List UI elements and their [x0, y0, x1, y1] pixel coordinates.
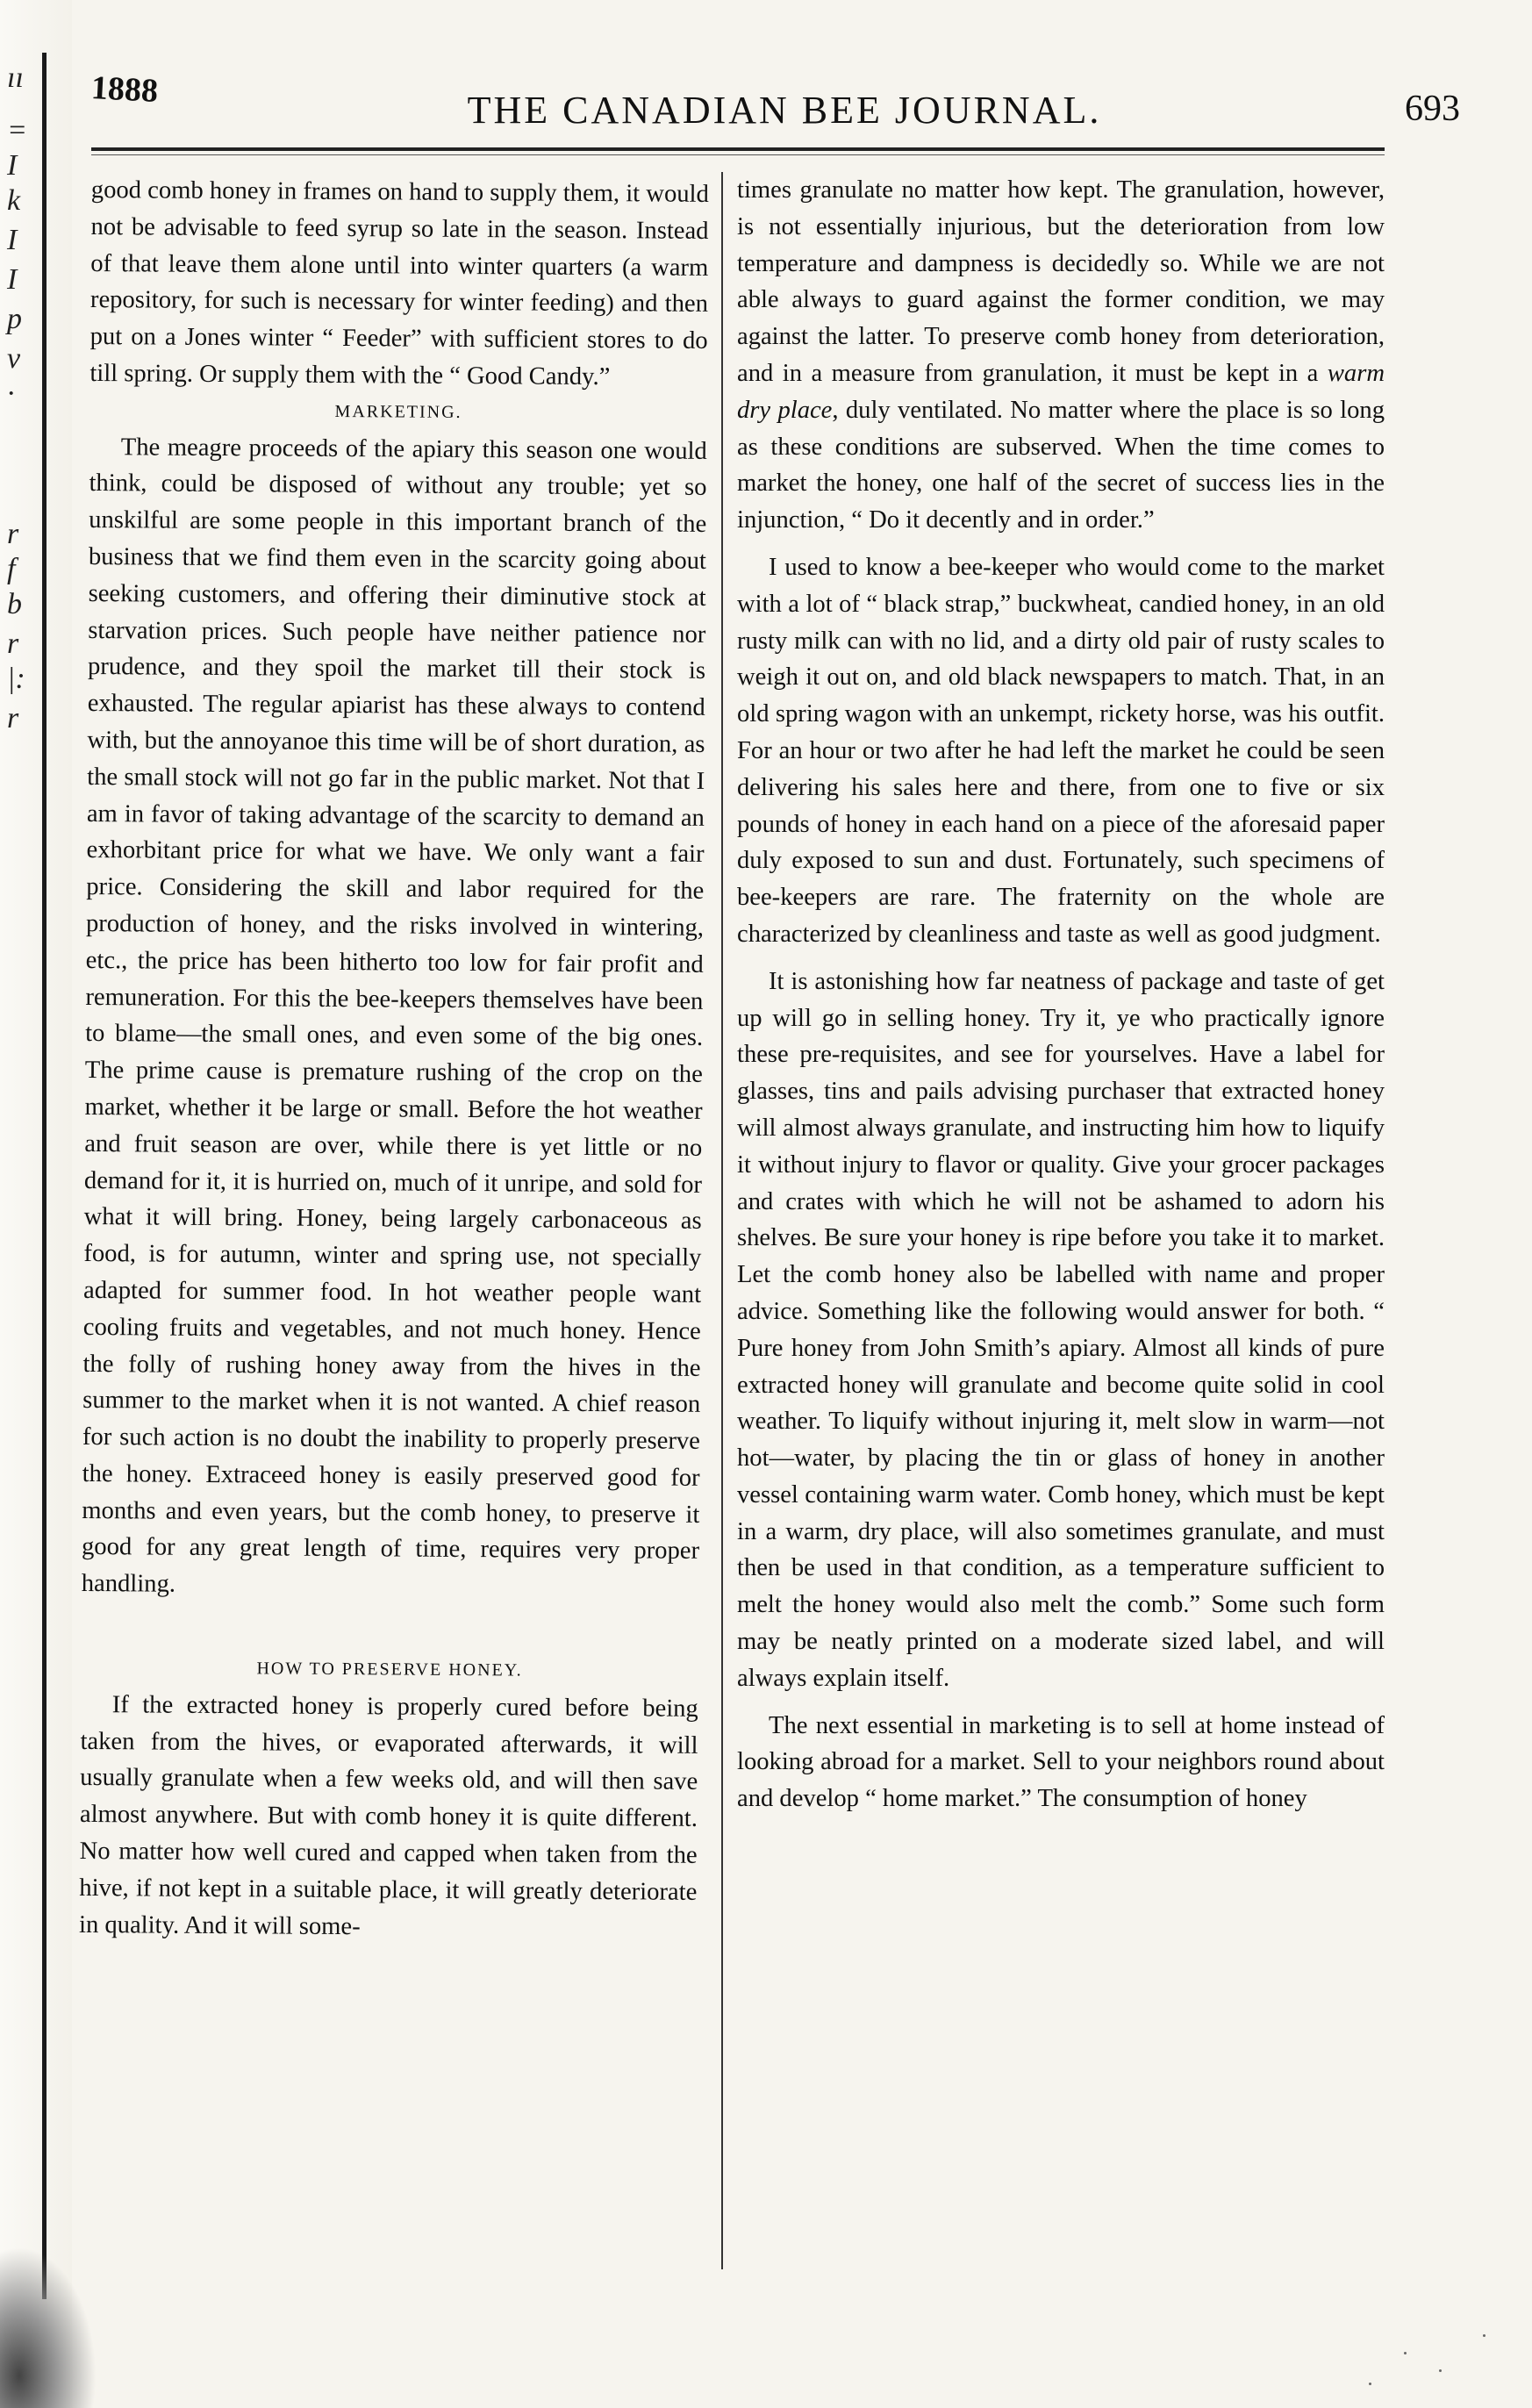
binding-mark: I	[7, 263, 18, 296]
paragraph: I used to know a bee-keeper who would come to the market with a lot of “ black strap,” buckwheat, candied honey, in an old rusty milk can with no lid, and a dirty old pair of rusty scales to weigh it out on, and old black newspapers to match. That, in an old spring wagon with an unkempt, rickety horse, was his outfit. For an hour or two after he had left the market he could be seen delivering his sales here and there, from one to five or six pounds of honey in each hand on a piece of the aforesaid paper duly exposed to sun and dust. Fortunately, such specimens of bee-keepers are rare. The fraternity on the whole are characterized by cleanliness and taste as well as good judgment.	[737, 553, 1385, 948]
binding-mark: ·	[7, 377, 15, 410]
binding-mark: I	[7, 149, 18, 182]
paragraph: It is astonishing how far neatness of package and taste of get up will go in selling honey. Try it, ye who practically ignore these pre-requisites, and see for yourselves. Have a label for glasses, tins and pails advising purchaser that extracted honey will almost always granulate, and instructing him how to liquify it without injury to flavor or quality. Give your grocer packages and crates with which he will not be ashamed to adorn his shelves. Be sure your honey is ripe before you take it to market. Let the comb honey also be labelled with name and proper advice. Something like the following would answer for both. “ Pure honey from John Smith’s apiary. Almost all kinds of pure extracted honey will granulate and become quite solid in cool weather. To liquify without injuring it, melt slow in warm—not hot—water, by placing the tin or glass of honey in another vessel containing warm water. Comb honey, which must be kept in a warm, dry place, will also sometimes granulate, and must then be used in that condition, as a temperature sufficient to melt the honey would also melt the comb.” Some such form may be neatly printed on a moderate sized label, and will always explain itself.	[737, 967, 1385, 1692]
text-run: times granulate no matter how kept. The granulation, however, is not essentially injurious, but the deterioration from low temperature and dampness is decidedly so. While we are not able always to guard against the former condition, we may against the latter. To preserve comb honey from deterioration, and in a measure from granulation, it must be kept in a	[737, 176, 1385, 387]
header-rule	[91, 147, 1385, 151]
text-run: , duly ventilated. No matter where the place is so long as these conditions are subserved. When the time comes to market the honey, one half of the secret of success lies in the injunction, “ Do it decently and in order.”	[737, 396, 1385, 534]
paragraph: good comb honey in frames on hand to supply them, it would not be advisable to feed syrup so late in the season. Instead of that leave them alone until into winter quarters (a warm repository, for such is necessary for winter feeding) and then put on a Jones winter “ Feeder” with sufficient stores to do till spring. Or supply them with the “ Good Candy.”	[89, 176, 709, 391]
binding-mark: =	[7, 114, 27, 147]
column-divider	[721, 172, 723, 2269]
binding-mark: |:	[7, 663, 25, 695]
binding-mark: p	[7, 303, 22, 335]
binding-mark: f	[7, 553, 16, 585]
binding-edge	[0, 0, 72, 2408]
paper-speck	[1483, 2334, 1485, 2337]
paper-speck	[1439, 2369, 1442, 2372]
binding-line	[42, 53, 47, 2299]
binding-mark: v	[7, 342, 21, 375]
paragraph: The meagre proceeds of the apiary this season one would think, could be disposed of without any trouble; yet so unskilful are some people in this important branch of the business that we find them even in the scarcity going about seeking customers, and offering their diminutive stock at starvation prices. Such people have neither patience nor prudence, and they spoil the market till their stock is exhausted. The regular apiarist has these always to contend with, but the annoyanoe this time will be of short duration, as the small stock will not go far in the public market. Not that I am in favor of taking advantage of the scarcity to demand an exhorbitant price for what we have. We only want a fair price. Considering the skill and labor required for the production of honey, and the risks involved in wintering, etc., the price has been hitherto too low for fair profit and remuneration. For this the bee-keepers themselves have been to blame—the small ones, and even some of the big ones. The prime cause is premature rushing of the crop on the market, whether it be large or small. Before the hot weather and fruit season are over, while there is yet little or no demand for it, it is hurried on, much of it unripe, and sold for what it will bring. Honey, being largely carbonaceous as food, is for autumn, winter and spring use, not specially adapted for summer food. In hot weather people want cooling fruits and vegetables, and not much honey. Hence the folly of rushing honey away from the hives in the summer to the market when it is not wanted. A chief reason for such action is no doubt the inability to properly preserve the honey. Extraceed honey is easily preserved good for months and even years, but the comb honey, to preserve it good for any great length of time, requires very proper handling.	[81, 433, 707, 1598]
paragraph: The next essential in marketing is to sell at home instead of looking abroad for a market. Sell to your neighbors round about and develop “ home market.” The consumption of honey	[737, 1711, 1385, 1813]
binding-mark: I	[7, 224, 18, 256]
journal-title: THE CANADIAN BEE JOURNAL.	[467, 89, 1102, 132]
section-heading-marketing: MARKETING.	[334, 401, 462, 422]
binding-mark: r	[7, 702, 19, 735]
binding-mark: r	[7, 627, 19, 660]
header-year: 1888	[89, 69, 160, 110]
binding-mark: ıı	[7, 61, 24, 94]
header-rule-thin	[91, 154, 1385, 155]
emphasis: warm dry place	[737, 359, 1385, 424]
binding-mark: b	[7, 588, 22, 620]
section-heading-preserve: HOW TO PRESERVE HONEY.	[256, 1659, 523, 1681]
right-column	[737, 172, 1385, 1817]
paper-speck	[1404, 2352, 1407, 2354]
binding-shadow	[0, 2247, 97, 2408]
paragraph: If the extracted honey is properly cured before being taken from the hives, or evaporated afterwards, it will usually granulate when a few weeks old, and will then save almost anywhere. But with comb honey it is quite different. No matter how well cured and capped when taken from the hive, if not kept in a suitable place, it will greatly deteriorate in quality. And it will some-	[78, 1691, 698, 1940]
running-header	[91, 61, 1478, 140]
paper-speck	[1369, 2383, 1371, 2385]
page-number: 693	[1405, 89, 1460, 129]
paragraph	[737, 172, 1385, 539]
left-column	[79, 172, 709, 1947]
binding-mark: k	[7, 184, 21, 217]
binding-mark: r	[7, 518, 19, 550]
